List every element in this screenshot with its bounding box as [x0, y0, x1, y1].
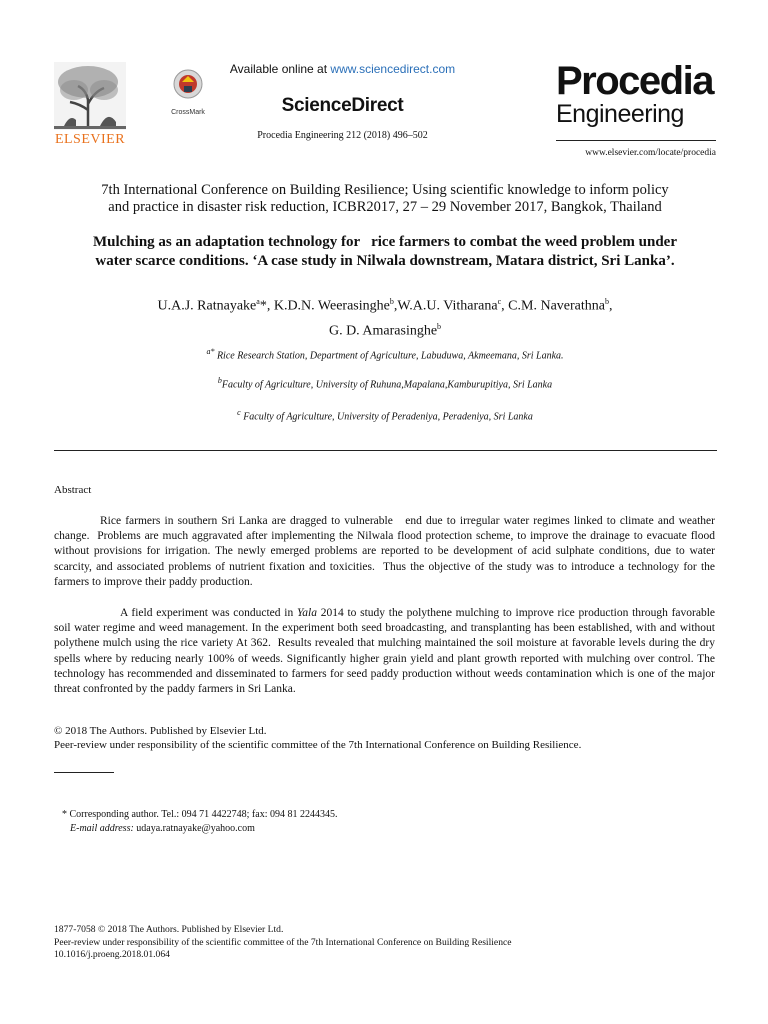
author-affil-mark: b — [604, 297, 609, 306]
affiliation-text: Faculty of Agriculture, University of Peradeniya, Peradeniya, Sri Lanka — [243, 411, 533, 423]
affiliation-mark: a* — [206, 347, 215, 356]
engineering-wordmark: Engineering — [556, 100, 684, 128]
issn-line: 1877-7058 © 2018 The Authors. Published by Elsevier Ltd. — [54, 924, 284, 935]
affiliation-text: Rice Research Station, Department of Agriculture, Labuduwa, Akmeemana, Sri Lanka. — [216, 350, 564, 362]
author-name: W.A.U. Vitharana — [397, 298, 498, 314]
crossmark-badge[interactable] — [168, 68, 208, 118]
season-name: Yala — [296, 607, 317, 619]
author-name: G. D. Amarasinghe — [328, 323, 438, 339]
available-online — [220, 62, 465, 76]
crossmark-icon — [172, 68, 204, 102]
conference-line-1: 7th International Conference on Building Resilience; Using scientific knowledge to inform policy — [101, 182, 669, 198]
copyright-notice — [54, 724, 715, 752]
author-separator: , — [501, 298, 509, 314]
affiliation-mark: b — [217, 376, 222, 385]
abstract-paragraph-2 — [54, 606, 718, 697]
affiliation-a — [40, 347, 730, 361]
affiliation-c — [40, 408, 730, 422]
author-name: K.D.N. Weerasinghe — [273, 298, 390, 314]
title-line-2: water scarce conditions. ‘A case study in Nilwala downstream, Matara district, Sri Lanka’. — [95, 253, 675, 269]
doi-link[interactable]: 10.1016/j.proeng.2018.01.064 — [54, 949, 170, 960]
author-separator: *, — [259, 298, 274, 314]
journal-url-link[interactable]: www.elsevier.com/locate/procedia — [585, 148, 716, 158]
elsevier-logo — [50, 60, 130, 150]
affiliation-text: Faculty of Agriculture, University of Ruhuna,Mapalana,Kamburupitiya, Sri Lanka — [221, 379, 553, 391]
author-affil-mark: b — [437, 321, 442, 331]
sciencedirect-link[interactable]: www.sciencedirect.com — [330, 62, 456, 76]
email-link[interactable]: udaya.ratnayake@yahoo.com — [136, 823, 255, 834]
paragraph-text: Rice farmers in southern Sri Lanka are dragged to vulnerable end due to irregular water regimes linked to climate and weather change. Problems are much aggravated after implementing the Nilwala flood protection scheme, to improve the drainage to evacuate flood without provisions for irrigation. The newly emerged problems are reported to be development of acid sulphate conditions, due to water scarcity, and associated problems of nutrient fixation and toxicities. Thus the objective of the study was to introduce a technology for the farmers to improve their paddy production. — [54, 515, 718, 588]
corresponding-author-footnote — [62, 808, 337, 836]
journal-citation: Procedia Engineering 212 (2018) 496–502 — [257, 130, 428, 141]
author-name: C.M. Naverathna — [508, 298, 605, 314]
page-footer — [54, 924, 715, 962]
conference-line-2: and practice in disaster risk reduction, ICBR2017, 27 – 29 November 2017, Bangkok, Thailand — [108, 199, 662, 215]
author-separator: , — [393, 298, 398, 314]
paragraph-text: 2014 to study the polythene mulching to improve rice production through favorable soil water regime and weed management. In the experiment both seed broadcasting, and transplanting has been established, with and without polythene mulch using the rice variety At 362. Results revealed that mulching maintained the soil moisture at favorable levels during the dry spells where by reducing nearly 100% of weeds. Significantly higher grain yield and plant growth reported with mulching over control. The technology has recommended and disseminated to farmers for seed paddy production without weeds contamination which is one of the major threat confronted by the paddy farmers in Sri Lanka. — [54, 607, 718, 696]
copyright-line: © 2018 The Authors. Published by Elsevier Ltd. — [54, 725, 267, 737]
email-label: E-mail address: — [70, 823, 134, 834]
elsevier-wordmark: ELSEVIER — [54, 132, 126, 147]
abstract-divider — [54, 450, 717, 451]
email-line — [62, 822, 337, 836]
author-name: U.A.J. Ratnayake — [157, 298, 257, 314]
author-affil-mark: c — [497, 297, 502, 306]
affiliation-b — [40, 376, 730, 390]
footer-peer-review-line: Peer-review under responsibility of the scientific committee of the 7th International Conference on Building Resilience — [54, 936, 512, 948]
author-list — [40, 292, 730, 341]
procedia-engineering-logo — [556, 59, 716, 128]
affiliation-mark: c — [237, 408, 241, 417]
title-line-1: Mulching as an adaptation technology for rice farmers to combat the weed problem under — [93, 234, 677, 250]
corresponding-author-line: * Corresponding author. Tel.: 094 71 4422748; fax: 094 81 2244345. — [62, 809, 338, 820]
available-prefix: Available online at — [229, 62, 328, 76]
procedia-wordmark: Procedia — [556, 59, 713, 103]
crossmark-label: CrossMark — [171, 109, 205, 116]
paper-title — [40, 233, 730, 271]
paragraph-text: A field experiment was conducted in — [120, 607, 297, 619]
author-line-1 — [40, 292, 730, 317]
sciencedirect-logo: ScienceDirect — [281, 95, 404, 116]
footnote-divider — [54, 772, 114, 773]
header-divider — [556, 140, 716, 141]
author-affil-mark: b — [389, 297, 394, 306]
abstract-heading: Abstract — [54, 484, 92, 496]
author-line-2 — [40, 317, 730, 342]
abstract-paragraph-1 — [54, 514, 718, 590]
author-separator: , — [608, 298, 613, 314]
peer-review-line: Peer-review under responsibility of the scientific committee of the 7th International Conference on Building Resilience. — [54, 739, 582, 751]
conference-name — [40, 182, 730, 216]
author-affil-mark: a — [256, 297, 260, 306]
